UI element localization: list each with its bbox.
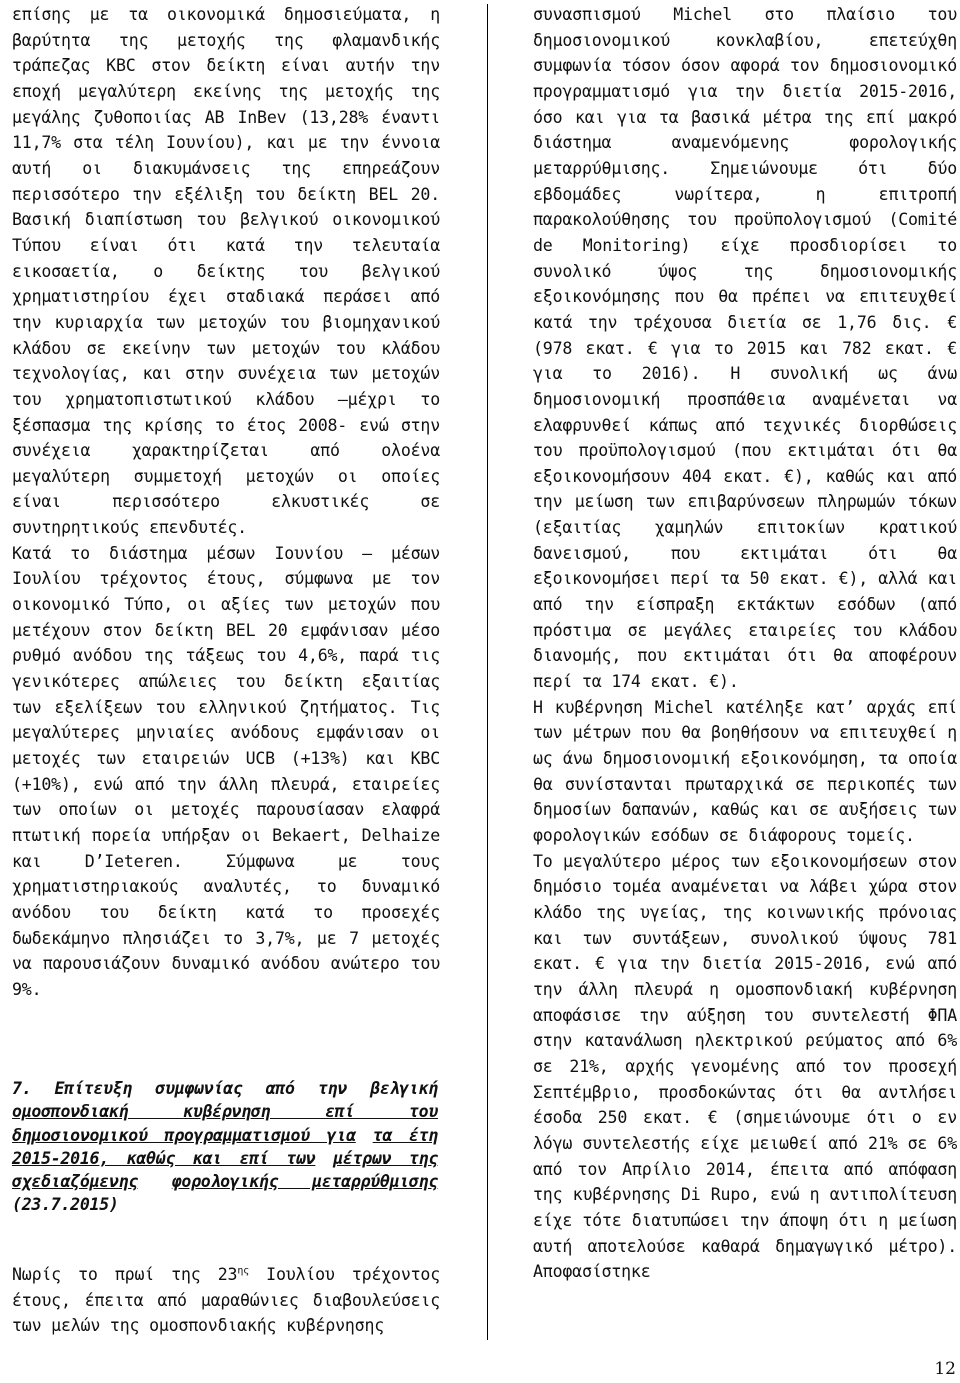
left-column-tail [12, 1262, 440, 1339]
heading-line: τα έτη 2015-2016, καθώς και επί των [12, 1125, 438, 1168]
page-number: 12 [934, 1359, 956, 1379]
right-paragraph-fiscal-targets [533, 2, 957, 695]
tail-text: Νωρίς το πρωί της 23 [12, 1265, 238, 1284]
section-heading [12, 1077, 438, 1217]
left-column [12, 2, 440, 1003]
euro-sign: € [838, 569, 849, 589]
text-run: (978 εκατ. [533, 338, 648, 358]
text-run: για την διετία 2015-2016, ενώ από την άλλη πλευρά η ομοσπονδιακή κυβέρνηση αποφάσισε την αύξηση του συντελεστή ΦΠΑ στην κατανάλωση ηλεκτρικού ρεύματος από 6% σε 21%, αρχής γενομένης από τον προσεχή Σεπτέμβριο, προσδοκώντας ότι θα αντλήσει έσοδα 250 εκατ. [533, 954, 957, 1128]
heading-line: δημοσιονομικού προγραμματισμού για [12, 1125, 356, 1145]
right-column [533, 2, 957, 1285]
heading-line: ομοσπονδιακή κυβέρνηση επί του [12, 1102, 438, 1122]
euro-sign: € [707, 1108, 718, 1128]
heading-line: μέτρων της σχεδιαζόμενης [12, 1148, 438, 1192]
tail-text: Ιουλίου τρέχοντος έτους, έπειτα από μαραθώνιες διαβουλεύσεις των μελών της ομοσπονδιακής κυβέρνησης [12, 1265, 440, 1336]
heading-line: 7. Επίτευξη συμφωνίας από την βελγική [12, 1079, 438, 1098]
text-run: συνασπισμού Michel στο πλαίσιο του δημοσιονομικού κονκλαβίου, επετεύχθη συμφωνία τόσον όσον αφορά τον δημοσιονομικό προγραμματισμό για την διετία 2015-2016, όσο και για τα βασικά μέτρα της επί μακρό διάστημα αναμενόμενης φορολογικής μεταρρύθμισης. Σημειώνουμε ότι δύο εβδομάδες νωρίτερα, η επιτροπή παρακολούθησης του προϋπολογισμού (Comité de Monitoring) είχε προσδιορίσει το συνολικό ύψος της δημοσιονομικής εξοικονόμησης που θα πρέπει να επιτευχθεί κατά την τρέχουσα διετία σε 1,76 δις. [533, 5, 957, 332]
text-run: (σημειώνουμε ότι ο εν λόγω συντελεστής είχε μειωθεί από 21% σε 6% από τον Απρίλιο 2014, έπειτα από απόφαση της κυβέρνησης Di Rupo, ενώ η αντιπολίτευση είχε τότε διατυπώσει την άποψη ότι η μείωση αυτή αποτελούσε καθαρά δημαγωγικό μέτρο). Αποφασίστηκε [533, 1108, 957, 1282]
euro-sign: € [594, 954, 605, 974]
euro-sign: € [709, 672, 720, 692]
left-paragraph-agreement-start [12, 1262, 440, 1339]
ordinal-suffix: ης [237, 1265, 249, 1277]
heading-line: (23.7.2015) [12, 1195, 119, 1215]
euro-sign: € [647, 338, 658, 358]
right-paragraph-savings [533, 849, 957, 1285]
text-run: για το 2016). Η συνολική ως άνω δημοσιονομική προσπάθεια αναμένεται να ελαφρυνθεί κάπως από τεχνικές διορθώσεις του προϋπολογισμού (που εκτιμάται ότι θα εξοικονομήσουν 404 εκατ. [533, 364, 957, 486]
euro-sign: € [947, 338, 957, 358]
text-run: ), αλλά και από την είσπραξη εκτάκτων εσόδων (από πρόστιμα σε μεγάλες εταιρείες του κλάδου διανομής, που εκτιμάται ότι θα αποφέρουν περί τα 174 εκατ. [533, 569, 958, 692]
euro-sign: € [784, 466, 794, 486]
text-run: ), καθώς και από την μείωση των επιβαρύνσεων πληρωμών τόκων (εξαιτίας χαμηλών επιτοκίων κρατικού δανεισμού, που εκτιμάται ότι θα εξοικονομήσει περί τα 50 εκατ. [533, 466, 957, 589]
heading-line: φορολογικής μεταρρύθμισης [171, 1172, 438, 1192]
text-run: για το 2015 και 782 εκατ. [657, 338, 948, 358]
right-paragraph-measures: Η κυβέρνηση Michel κατέληξε κατ’ αρχάς επί των μέτρων που θα βοηθήσουν να επιτευχθεί η ως άνω δημοσιονομική εξοικονόμηση, τα οποία θα συνίστανται πρωταρχικά σε περικοπές των δημοσίων δαπανών, καθώς και σε αυξήσεις των φορολογικών εσόδων σε διάφορους τομείς. [533, 697, 957, 845]
text-run: ). [719, 672, 739, 692]
left-paragraph-bel20: επίσης με τα οικονομικά δημοσιεύματα, η βαρύτητα της μετοχής της φλαμανδικής τράπεζας KBC στον δείκτη είναι αυτήν την εποχή μεγαλύτερη εκείνης της μετοχής της μεγάλης ζυθοποιίας AB InBev (13,28% έναντι 11,7% στα τέλη Ιουνίου), και με την έννοια αυτή οι διακυμάνσεις της επηρεάζουν περισσότερο την εξέλιξη του δείκτη BEL 20. Βασική διαπίστωση του βελγικού οικονομικού Τύπου είναι ότι κατά την τελευταία εικοσαετία, ο δείκτης του βελγικού χρηματιστηρίου έχει σταδιακά περάσει από την κυριαρχία των μετοχών του βιομηχανικού κλάδου σε εκείνην των μετοχών του κλάδου τεχνολογίας, και στην συνέχεια των μετοχών του χρηματοπιστωτικού κλάδου –μέχρι το ξέσπασμα της κρίσης το έτος 2008- ενώ στην συνέχεια χαρακτηρίζεται από ολοένα μεγαλύτερη συμμετοχή μετοχών οι οποίες είναι περισσότερο ελκυστικές σε συντηρητικούς επενδυτές. [12, 5, 440, 538]
text-run: Το μεγαλύτερο μέρος των εξοικονομήσεων στον δημόσιο τομέα αναμένεται να λάβει χώρα στον κλάδο της υγείας, της κοινωνικής πρόνοιας και των συντάξεων, συνολικού ύψους 781 εκατ. [533, 851, 957, 974]
left-paragraph-stock-performance: Κατά το διάστημα μέσων Ιουνίου – μέσων Ιουλίου τρέχοντος έτους, σύμφωνα με τον οικονομικό Τύπο, οι αξίες των μετοχών που μετέχουν στον δείκτη BEL 20 εμφάνισαν μέσο ρυθμό ανόδου της τάξεως του 4,6%, παρά τις γενικότερες απώλειες του δείκτη εξαιτίας των εξελίξεων του ελληνικού ζητήματος. Τις μεγαλύτερες μηνιαίες ανόδους εμφάνισαν οι μετοχές των εταιρειών UCB (+13%) και KBC (+10%), ενώ από την άλλη πλευρά, εταιρείες των οποίων οι μετοχές παρουσίασαν ελαφρά πτωτική πορεία υπήρξαν οι Bekaert, Delhaize και D’Ieteren. Σύμφωνα με τους χρηματιστηριακούς αναλυτές, το δυναμικό ανόδου του δείκτη κατά το προσεχές δωδεκάμηνο πλησιάζει το 3,7%, με 7 μετοχές να παρουσιάζουν δυναμικό ανόδου ανώτερο του 9%. [12, 543, 440, 999]
column-divider [487, 4, 488, 1340]
euro-sign: € [947, 312, 957, 332]
